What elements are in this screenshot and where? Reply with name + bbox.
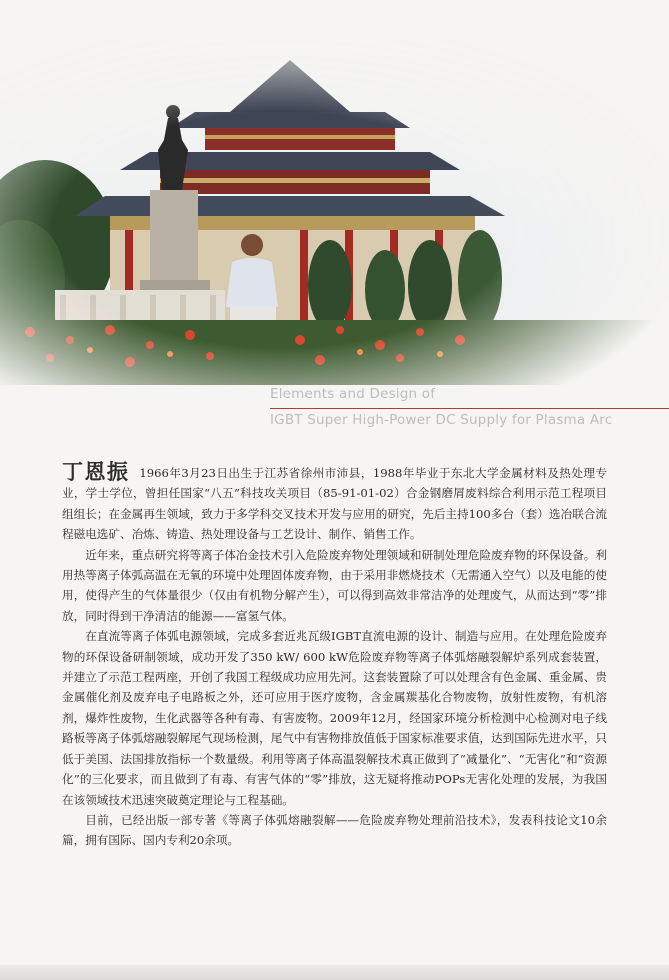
book-title-line-1: Elements and Design of [270,386,436,402]
title-divider [270,408,669,409]
bio-intro-text: 1966年3月23日出生于江苏省徐州市沛县，1988年毕业于东北大学金属材料及热处理专业，学士学位，曾担任国家“八五”科技攻关项目（85-91-01-02）合金钢磨屑废料综合利用示范工程项目组组长；在金属再生领域，致力于多学科交叉技术开发与应用的研究，先后主持100多台（套）选冶联合流程磁电选矿、冶炼、铸造、热处理设备与工艺设计、制作、销售工作。 [62,466,607,542]
bio-intro-paragraph [62,459,607,545]
bio-paragraph: 目前，已经出版一部专著《等离子体弧熔融裂解——危险废弃物处理前沿技术》，发表科技论文10余篇，拥有国际、国内专利20余项。 [62,812,607,848]
author-biography [62,459,607,851]
page-bottom-edge [0,965,669,980]
author-name: 丁恩振 [62,459,130,484]
bio-paragraph: 在直流等离子体弧电源领域，完成多套近兆瓦级IGBT直流电源的设计、制造与应用。在处理危险废弃物的环保设备研制领域，成功开发了350 kW/ 600 kW危险废弃物等离子体弧熔融裂解炉系列成套装置，并建立了示范工程两座，开创了我国工程级成功应用先河。这套装置除了可以处理含有色金属、重金属、贵金属催化剂及废弃电子电路板之外，还可应用于医疗废物，含金属羰基化合物废物，放射性废物，有机溶剂，爆炸性废物，生化武器等各种有毒、有害废物。2009年12月，经国家环境分析检测中心检测对电子线路板等离子体弧熔融裂解尾气现场检测，尾气中有害物排放值低于国家标准要求值，达到国际先进水平，只低于美国、法国排放指标一个数量级。利用等离子体高温裂解技术真正做到了“减量化”、“无害化”和“资源化”的三化要求，而且做到了有毒、有害气体的“零”排放，这无疑将推动POPs无害化处理的发展，为我国在该领域技术迅速突破奠定理论与工程基础。 [62,629,607,807]
memorial-hall-photo-illustration [0,40,669,385]
author-photo [0,40,669,385]
book-title-line-2: IGBT Super High-Power DC Supply for Plasma Arc [270,412,613,428]
bio-paragraph: 近年来，重点研究将等离子体冶金技术引入危险废弃物处理领域和研制处理危险废弃物的环保设备。利用热等离子体弧高温在无氧的环境中处理固体废弃物，由于采用非燃烧技术（无需通入空气）以及电能的使用，使得产生的气体量很少（仅由有机物分解产生），可以得到高效非常洁净的处理废气，从而达到“零”排放，同时得到干净清洁的能源——富氢气体。 [62,547,607,623]
